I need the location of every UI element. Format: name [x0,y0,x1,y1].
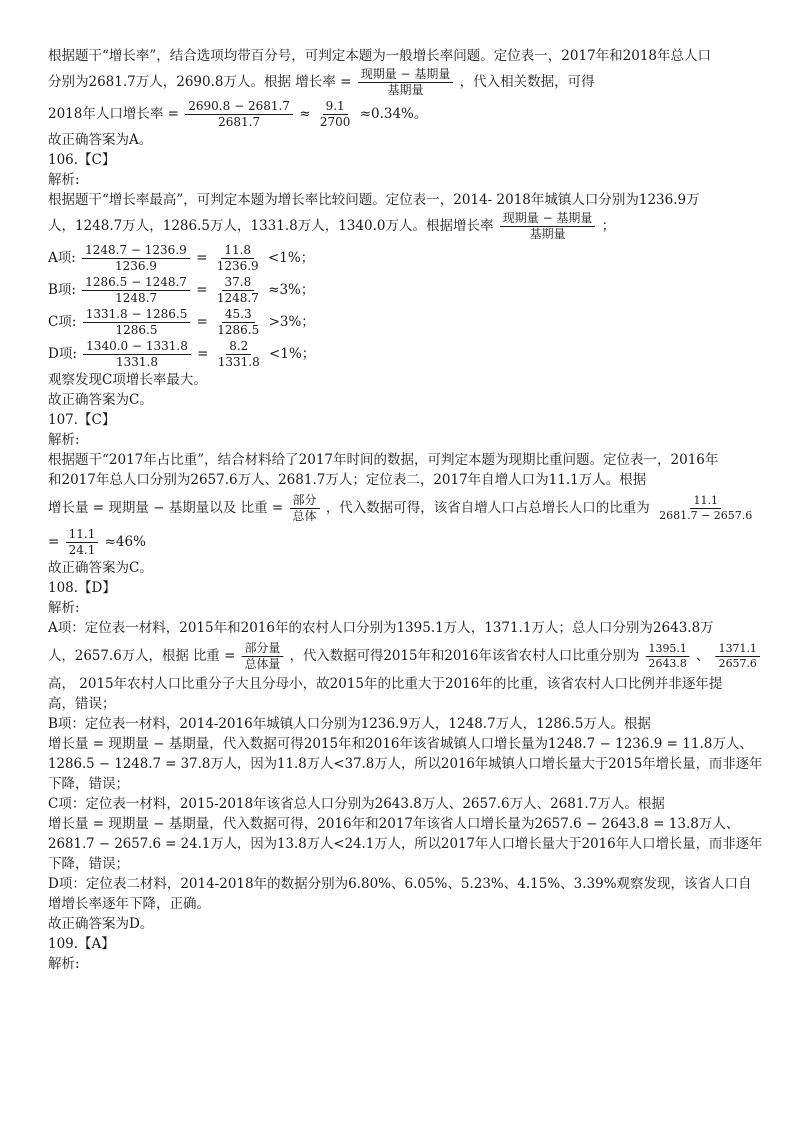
text-line: A项：定位表一材料，2015年和2016年的农村人口分别为1395.1万人，1371.1万人；总人口分别为2643.8万 [48,620,714,636]
question-number: 106.【C】 [48,152,116,168]
fraction: $\frac{11.8}{1236.9}$ [216,242,259,273]
fraction: $\frac{\text{部分}}{\text{总体}}$ [290,494,320,523]
text-line: 和2017年总人口分别为2657.6万人、2681.7万人；定位表二，2017年自增人口为11.1万人。根据 [48,472,647,488]
fraction: $\frac{1248.7 - 1236.9}{1236.9}$ [82,244,190,273]
text-line: 观察发现C项增长率最大。 [48,372,207,388]
analysis-label: 解析: [48,432,80,448]
fraction: $\frac{11.1}{2681.7 - 2657.6}$ [659,493,753,522]
fraction: $\frac{9.1}{2700}$ [319,98,351,129]
fraction: $\frac{1286.5 - 1248.7}{1248.7}$ [82,276,190,305]
fraction: $\frac{8.2}{1331.8}$ [217,338,260,369]
answer-line: 故正确答案为C。 [48,560,153,576]
fraction: $\frac{\text{部分量}}{\text{总体量}}$ [242,642,284,671]
formula-line: 人，1248.7万人，1286.5万人，1331.8万人，1340.0万人。根据增长率 $\frac{\text{现期量 − 基期量}}{\text{基期量}}$ ； [48,210,616,241]
text-line: 下降，错误； [48,856,129,872]
analysis-label: 解析: [48,172,80,188]
text-line: 增长量 = 现期量 − 基期量，代入数据可得，2016年和2017年该省人口增长量为2657.6 − 2643.8 = 13.8万人、 [48,816,740,832]
formula-line: = $\frac{11.1}{24.1}$ ≈46% [48,526,146,557]
text-line: 高， 2015年农村人口比重分子大且分母小，故2015年的比重大于2016年的比重，该省农村人口比例并非逐年提 [48,676,723,692]
fraction: $\frac{1395.1}{2643.8}$ [646,643,690,670]
question-number: 109.【A】 [48,936,115,952]
answer-line: 故正确答案为C。 [48,392,153,408]
text-line: 根据题干“增长率”，结合选项均带百分号，可判定本题为一般增长率问题。定位表一，2017年和2018年总人口 [48,48,712,64]
formula-line: 2018年人口增长率 = $\frac{2690.8 - 2681.7}{2681.7}$ ≈ $\frac{9.1}{2700}$ ≈0.34%。 [48,98,428,129]
text-line: 高，错误； [48,696,116,712]
fraction: $\frac{\text{现期量 − 基期量}}{\text{基期量}}$ [500,212,596,241]
option-a-formula: A项: $\frac{1248.7 - 1236.9}{1236.9}$ = $\frac{11.8}{1236.9}$ <1%； [48,242,315,273]
text-line: 2681.7 − 2657.6 = 24.1万人，因为13.8万人<24.1万人，所以2017年人口增长量大于2016年人口增长量，而非逐年 [48,836,763,852]
fraction: $\frac{45.3}{1286.5}$ [217,306,260,337]
fraction: $\frac{11.1}{24.1}$ [66,528,99,557]
text-line: 增增长率逐年下降，正确。 [48,896,210,912]
text-line: D项：定位表二材料，2014-2018年的数据分别为6.80%、6.05%、5.23%、4.15%、3.39%观察发现，该省人口自 [48,876,752,892]
text-line: C项：定位表一材料，2015-2018年该省总人口分别为2643.8万人、2657.6万人、2681.7万人。根据 [48,796,665,812]
fraction: $\frac{2690.8 - 2681.7}{2681.7}$ [185,100,293,129]
option-b-formula: B项: $\frac{1286.5 - 1248.7}{1248.7}$ = $\frac{37.8}{1248.7}$ ≈3%； [48,274,315,305]
fraction: $\frac{1340.0 - 1331.8}{1331.8}$ [83,340,191,369]
fraction: $\frac{1331.8 - 1286.5}{1286.5}$ [83,308,191,337]
formula-line: 分别为2681.7万人，2690.8万人。根据 增长率 = $\frac{\text{现期量 − 基期量}}{\text{基期量}}$ ，代入相关数据，可得 [48,66,595,97]
text-line: B项：定位表一材料，2014-2016年城镇人口分别为1236.9万人，1248.7万人，1286.5万人。根据 [48,716,651,732]
text-line: 根据题干“增长率最高”，可判定本题为增长率比较问题。定位表一，2014- 2018年城镇人口分别为1236.9万 [48,192,700,208]
question-number: 107.【C】 [48,412,116,428]
option-c-formula: C项: $\frac{1331.8 - 1286.5}{1286.5}$ = $\frac{45.3}{1286.5}$ >3%； [48,306,315,337]
question-number: 108.【D】 [48,580,116,596]
text-line: 下降，错误； [48,776,129,792]
fraction: $\frac{1371.1}{2657.6}$ [716,643,760,670]
analysis-label: 解析: [48,956,80,972]
document-body [48,46,762,974]
analysis-label: 解析: [48,600,80,616]
fraction: $\frac{37.8}{1248.7}$ [216,274,259,305]
text-line: 根据题干“2017年占比重”，结合材料给了2017年时间的数据，可判定本题为现期比重问题。定位表一，2016年 [48,452,719,468]
text-line: 1286.5 − 1248.7 = 37.8万人，因为11.8万人<37.8万人，所以2016年城镇人口增长量大于2015年增长量，而非逐年 [48,756,763,772]
formula-line: 人，2657.6万人，根据 比重 = $\frac{\text{部分量}}{\text{总体量}}$ ，代入数据可得2015年和2016年该省农村人口比重分别为 $\frac{1395.1}{2643.8}$ 、 $\frac{1371.1}{2657.6}$ [48,638,757,674]
fraction: $\frac{\text{现期量 − 基期量}}{\text{基期量}}$ [358,68,454,97]
answer-line: 故正确答案为A。 [48,132,153,148]
text-line: 增长量 = 现期量 − 基期量，代入数据可得2015年和2016年该省城镇人口增长量为1248.7 − 1236.9 = 11.8万人、 [48,736,753,752]
answer-line: 故正确答案为D。 [48,916,154,932]
formula-line: 增长量 = 现期量 − 基期量以及 比重 = $\frac{\text{部分}}{\text{总体}}$ ，代入数据可得，该省自增人口占总增长人口的比重为 $\frac{11.1}{2681.7 - 2657.6}$ [48,490,762,526]
option-d-formula: D项: $\frac{1340.0 - 1331.8}{1331.8}$ = $\frac{8.2}{1331.8}$ <1%； [48,338,316,369]
